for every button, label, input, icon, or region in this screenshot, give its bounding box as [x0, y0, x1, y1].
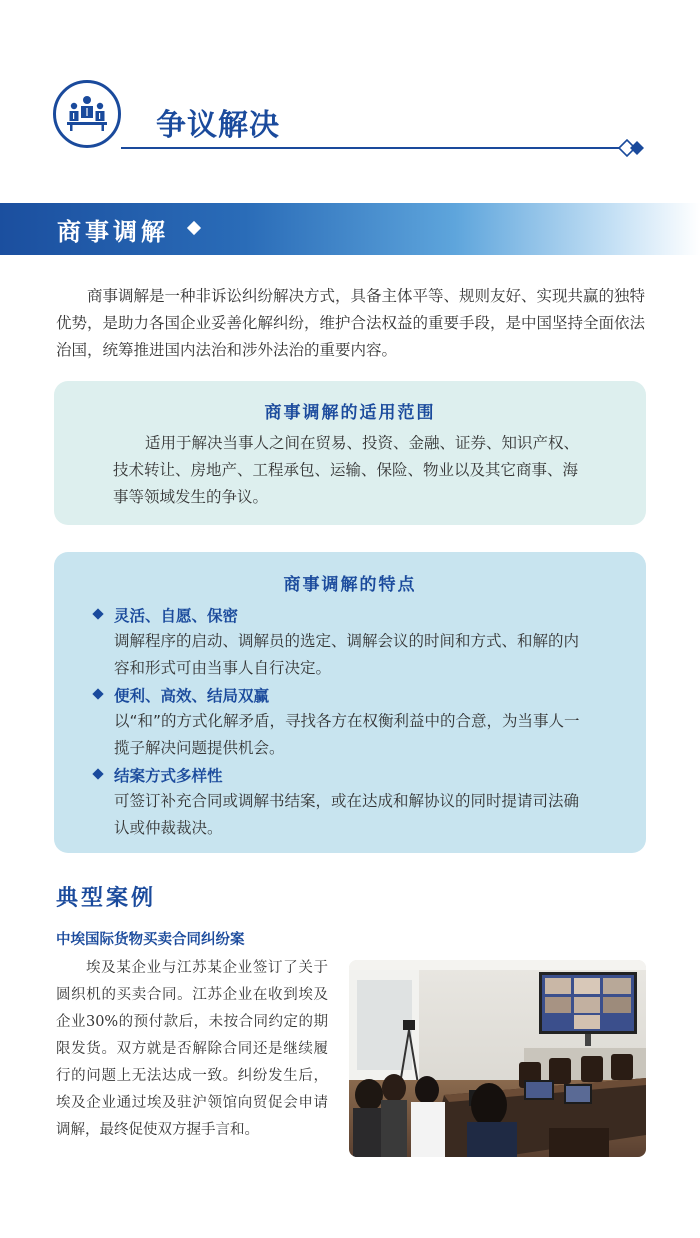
case-title: 中埃国际货物买卖合同纠纷案 — [56, 931, 245, 948]
header-logo — [53, 80, 121, 148]
features-title: 商事调解的特点 — [283, 575, 417, 595]
cases-heading: 典型案例 — [56, 886, 157, 911]
feature-text: 以“和”的方式化解矛盾，寻找各方在权衡利益中的合意，为当事人一揽子解决问题提供机会。 — [114, 712, 580, 757]
header-divider — [121, 147, 624, 149]
section-title: 商事调解 — [57, 218, 169, 246]
scope-title: 商事调解的适用范围 — [264, 403, 436, 423]
feature-title: 结案方式多样性 — [114, 767, 223, 785]
scope-text: 适用于解决当事人之间在贸易、投资、金融、证券、知识产权、技术转让、房地产、工程承包、运输、保险、物业以及其它商事、海事等领域发生的争议。 — [113, 434, 580, 506]
feature-title: 灵活、自愿、保密 — [114, 607, 239, 625]
page-title: 争议解决 — [156, 108, 280, 143]
mediation-meeting-photo — [349, 960, 646, 1157]
diamond-ornament-icon — [618, 139, 648, 157]
intro-paragraph: 商事调解是一种非诉讼纠纷解决方式，具备主体平等、规则友好、实现共赢的独特优势，是助力各国企业妥善化解纠纷，维护合法权益的重要手段，是中国坚持全面依法治国，统筹推进国内法治和涉外法治的重要内容。 — [56, 287, 646, 359]
feature-text: 调解程序的启动、调解员的选定、调解会议的时间和方式、和解的内容和形式可由当事人自行决定。 — [114, 632, 580, 677]
feature-title: 便利、高效、结局双赢 — [114, 687, 270, 705]
people-meeting-icon — [64, 91, 110, 137]
feature-text: 可签订补充合同或调解书结案，或在达成和解协议的同时提请司法确认或仲裁裁决。 — [114, 792, 580, 837]
case-text: 埃及某企业与江苏某企业签订了关于圆织机的买卖合同。江苏企业在收到埃及企业30%的预付款后，未按合同约定的期限发货。双方就是否解除合同还是继续履行的问题上无法达成一致。纠纷发生后，埃及企业通过埃及驻沪领馆向贸促会申请调解，最终促使双方握手言和。 — [56, 960, 328, 1138]
